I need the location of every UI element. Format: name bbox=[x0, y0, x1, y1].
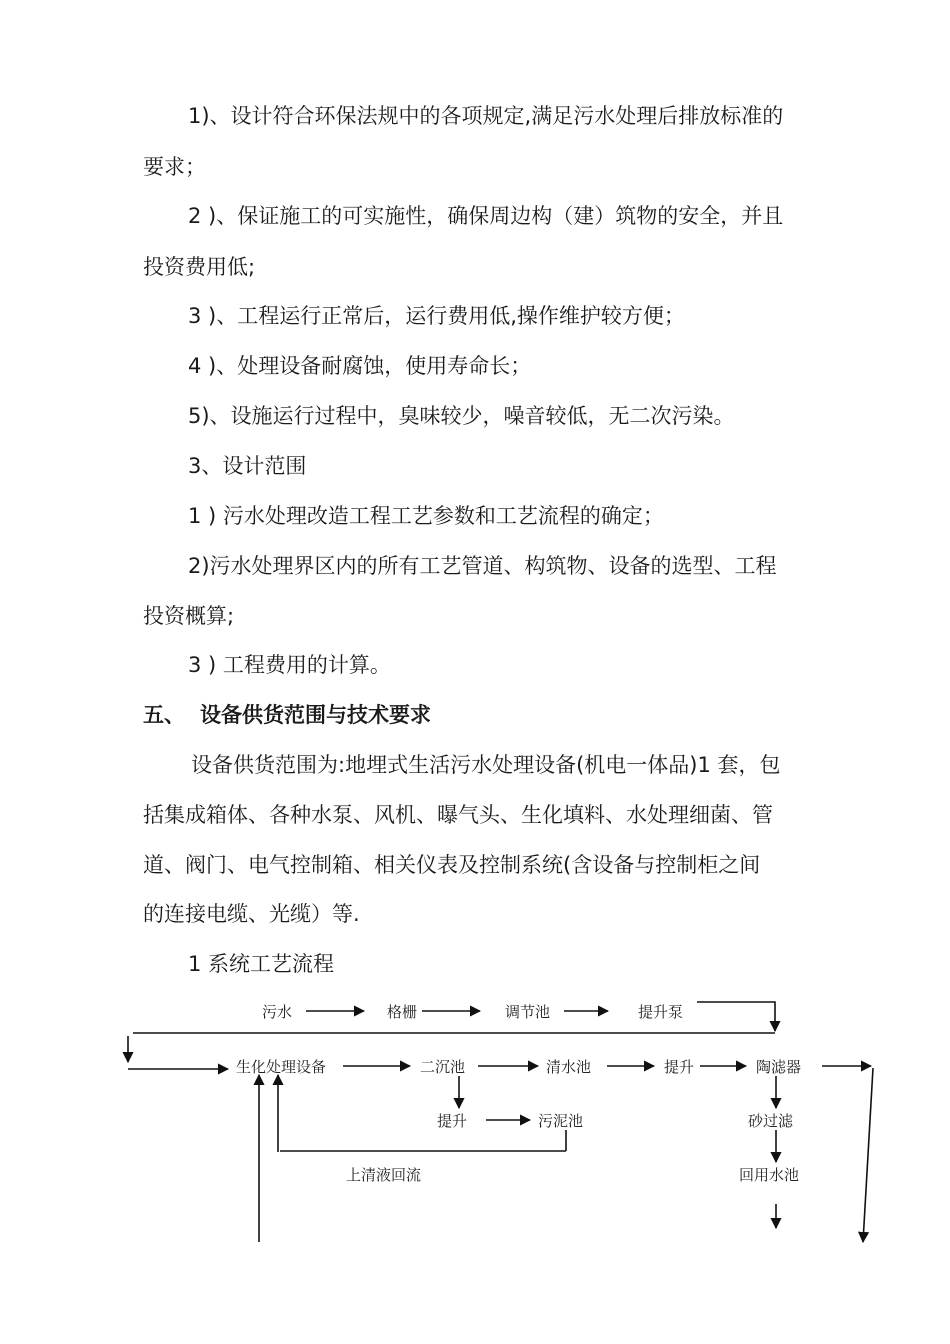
requirement-1: 1)、设计符合环保法规中的各项规定,满足污水处理后排放标准的 bbox=[188, 104, 784, 128]
flow-node-sludge-tank: 污泥池 bbox=[538, 1112, 584, 1130]
requirement-2: 2 )、保证施工的可实施性，确保周边构（建）筑物的安全，并且 bbox=[188, 204, 784, 228]
flow-arrow bbox=[863, 1068, 873, 1242]
process-flow-diagram bbox=[0, 980, 950, 1344]
flow-node-lift: 提升 bbox=[664, 1058, 695, 1076]
flow-node-sand-filter: 砂过滤 bbox=[748, 1112, 794, 1130]
supply-paragraph-line-3: 道、阀门、电气控制箱、相关仪表及控制系统(含设备与控制柜之间 bbox=[143, 853, 761, 877]
flow-node-lift-pump: 提升泵 bbox=[638, 1003, 684, 1021]
flow-node-sewage: 污水 bbox=[262, 1003, 293, 1021]
flow-arrow bbox=[697, 1002, 775, 1031]
scope-item-1: 1 ) 污水处理改造工程工艺参数和工艺流程的确定； bbox=[188, 504, 664, 528]
design-scope-heading: 3、设计范围 bbox=[188, 454, 307, 478]
flow-node-lift-2: 提升 bbox=[437, 1112, 468, 1130]
scope-item-2: 2)污水处理界区内的所有工艺管道、构筑物、设备的选型、工程 bbox=[188, 554, 777, 578]
flow-node-clear-water-tank: 清水池 bbox=[546, 1058, 592, 1076]
supply-paragraph-line-4: 的连接电缆、光缆）等. bbox=[143, 902, 360, 926]
section-heading bbox=[143, 705, 431, 726]
flow-label-supernatant-return: 上清液回流 bbox=[346, 1166, 422, 1184]
flow-node-secondary-clarifier: 二沉池 bbox=[420, 1058, 466, 1076]
section-number: 五、 bbox=[143, 703, 185, 727]
flow-node-ceramic-filter: 陶滤器 bbox=[756, 1058, 802, 1076]
supply-paragraph-line-2: 括集成箱体、各种水泵、风机、曝气头、生化填料、水处理细菌、管 bbox=[143, 803, 773, 827]
scope-item-3: 3 ) 工程费用的计算。 bbox=[188, 653, 391, 677]
requirement-5: 5)、设施运行过程中，臭味较少，噪音较低，无二次污染。 bbox=[188, 404, 735, 428]
flow-node-reuse-tank: 回用水池 bbox=[739, 1166, 800, 1184]
section-title: 设备供货范围与技术要求 bbox=[200, 703, 431, 727]
requirement-4: 4 )、处理设备耐腐蚀，使用寿命长； bbox=[188, 354, 532, 378]
requirement-3: 3 )、工程运行正常后，运行费用低,操作维护较方便； bbox=[188, 304, 685, 328]
requirement-2-cont: 投资费用低; bbox=[143, 255, 256, 279]
supply-paragraph-line-1: 设备供货范围为:地埋式生活污水处理设备(机电一体品)1 套，包 bbox=[191, 753, 781, 777]
flow-node-bio-treatment: 生化处理设备 bbox=[236, 1058, 327, 1076]
process-flow-subheading: 1 系统工艺流程 bbox=[188, 952, 335, 976]
scope-item-2-cont: 投资概算; bbox=[143, 604, 235, 628]
flow-node-screen: 格栅 bbox=[387, 1003, 418, 1021]
requirement-1-cont: 要求； bbox=[143, 155, 206, 179]
flow-node-equalization-tank: 调节池 bbox=[505, 1003, 551, 1021]
